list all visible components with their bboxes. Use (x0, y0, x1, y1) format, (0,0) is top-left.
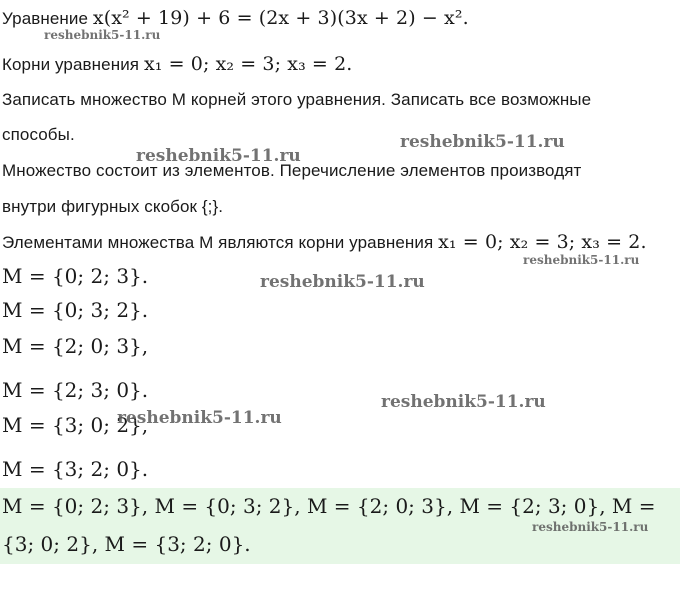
explain-text-line-2: внутри фигурных скобок {;}. (2, 197, 224, 216)
set-variant-1: M = {0; 2; 3}. (2, 264, 149, 288)
watermark: reshebnik5-11.ru (523, 253, 640, 267)
answer-line-1: M = {0; 2; 3}, M = {0; 3; 2}, M = {2; 0; 3}, M = {2; 3; 0}, M = (2, 494, 656, 518)
elements-math: x₁ = 0; x₂ = 3; x₃ = 2. (438, 231, 647, 253)
watermark: reshebnik5-11.ru (260, 272, 425, 292)
watermark: reshebnik5-11.ru (117, 408, 282, 428)
set-variant-6: M = {3; 2; 0}. (2, 457, 149, 481)
equation-line (2, 7, 469, 30)
set-variant-2: M = {0; 3; 2}. (2, 298, 149, 322)
roots-line (2, 53, 352, 76)
watermark: reshebnik5-11.ru (532, 520, 649, 534)
watermark: reshebnik5-11.ru (400, 132, 565, 152)
task-text-line-1: Записать множество M корней этого уравнения. Записать все возможные (2, 90, 592, 109)
set-variant-3: M = {2; 0; 3}, (2, 334, 149, 358)
explain-text-line-1: Множество состоит из элементов. Перечисление элементов производят (2, 161, 582, 180)
roots-label: Корни уравнения (2, 55, 140, 74)
equation-label: Уравнение (2, 9, 89, 28)
answer-box (0, 488, 680, 564)
elements-label: Элементами множества M являются корни уравнения (2, 233, 434, 252)
set-variant-4: M = {2; 3; 0}. (2, 378, 149, 402)
set-variant-5: M = {3; 0; 2}, (2, 413, 149, 437)
roots-math: x₁ = 0; x₂ = 3; x₃ = 2. (143, 53, 353, 75)
elements-line (2, 231, 647, 254)
watermark: reshebnik5-11.ru (381, 392, 546, 412)
task-text-line-2: способы. (2, 125, 75, 144)
equation-math: x(x² + 19) + 6 = (2x + 3)(3x + 2) − x². (92, 7, 469, 29)
watermark: reshebnik5-11.ru (44, 28, 161, 42)
watermark: reshebnik5-11.ru (136, 146, 301, 166)
answer-line-2: {3; 0; 2}, M = {3; 2; 0}. (2, 532, 251, 556)
